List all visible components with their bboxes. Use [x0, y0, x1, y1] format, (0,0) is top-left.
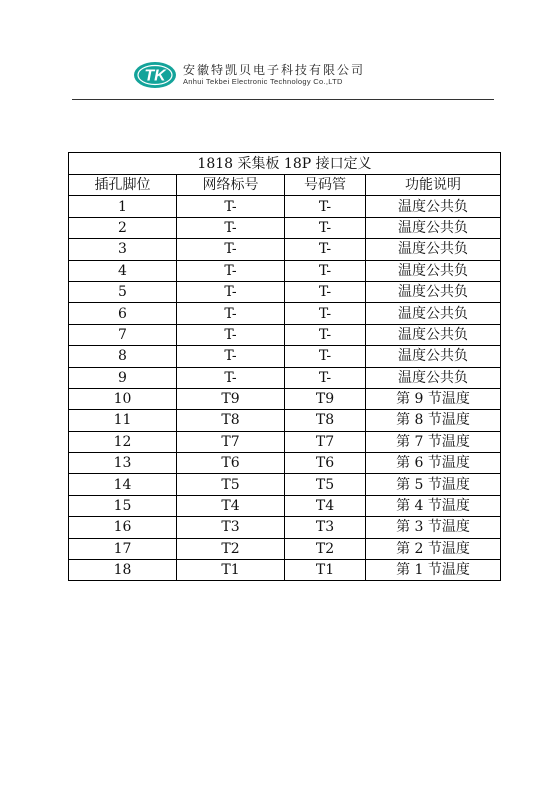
column-header-tube-number: 号码管 [285, 175, 366, 196]
cell-pin: 18 [69, 560, 177, 581]
table-row [69, 431, 501, 452]
cell-tube-number: T7 [285, 431, 366, 452]
cell-tube-number: T9 [285, 388, 366, 409]
cell-net-label: T- [177, 346, 285, 367]
cell-tube-number: T- [285, 324, 366, 345]
table-row [69, 474, 501, 495]
cell-function: 温度公共负 [366, 239, 501, 260]
table-row [69, 517, 501, 538]
cell-net-label: T- [177, 303, 285, 324]
table-row [69, 346, 501, 367]
cell-function: 温度公共负 [366, 260, 501, 281]
cell-net-label: T7 [177, 431, 285, 452]
table-row [69, 410, 501, 431]
cell-net-label: T- [177, 367, 285, 388]
cell-pin: 9 [69, 367, 177, 388]
cell-function: 第 4 节温度 [366, 495, 501, 516]
cell-pin: 4 [69, 260, 177, 281]
cell-tube-number: T- [285, 303, 366, 324]
cell-pin: 17 [69, 538, 177, 559]
cell-function: 第 1 节温度 [366, 560, 501, 581]
cell-pin: 5 [69, 281, 177, 302]
cell-net-label: T1 [177, 560, 285, 581]
header-divider [72, 99, 494, 100]
table-row [69, 239, 501, 260]
cell-tube-number: T6 [285, 453, 366, 474]
cell-net-label: T2 [177, 538, 285, 559]
table-row [69, 260, 501, 281]
column-header-pin: 插孔脚位 [69, 175, 177, 196]
cell-pin: 10 [69, 388, 177, 409]
cell-pin: 16 [69, 517, 177, 538]
table-header-row [69, 175, 501, 196]
cell-pin: 11 [69, 410, 177, 431]
cell-pin: 2 [69, 217, 177, 238]
table-row [69, 538, 501, 559]
cell-function: 第 3 节温度 [366, 517, 501, 538]
table-row [69, 367, 501, 388]
cell-tube-number: T- [285, 196, 366, 217]
table-row [69, 281, 501, 302]
cell-pin: 13 [69, 453, 177, 474]
table-row [69, 495, 501, 516]
table-row [69, 303, 501, 324]
cell-net-label: T- [177, 324, 285, 345]
cell-net-label: T- [177, 281, 285, 302]
cell-net-label: T6 [177, 453, 285, 474]
cell-tube-number: T5 [285, 474, 366, 495]
column-header-net-label: 网络标号 [177, 175, 285, 196]
table-row [69, 453, 501, 474]
cell-function: 第 5 节温度 [366, 474, 501, 495]
cell-tube-number: T2 [285, 538, 366, 559]
cell-function: 温度公共负 [366, 346, 501, 367]
svg-text:TK: TK [144, 67, 166, 85]
cell-net-label: T- [177, 196, 285, 217]
company-name-en: Anhui Tekbei Electronic Technology Co.,LTD [183, 77, 343, 86]
table-row [69, 217, 501, 238]
table-row [69, 388, 501, 409]
cell-function: 温度公共负 [366, 196, 501, 217]
cell-net-label: T4 [177, 495, 285, 516]
cell-function: 温度公共负 [366, 281, 501, 302]
cell-pin: 15 [69, 495, 177, 516]
cell-tube-number: T- [285, 260, 366, 281]
cell-net-label: T3 [177, 517, 285, 538]
table-title-row [69, 153, 501, 175]
cell-function: 第 7 节温度 [366, 431, 501, 452]
cell-net-label: T- [177, 217, 285, 238]
cell-pin: 1 [69, 196, 177, 217]
cell-tube-number: T4 [285, 495, 366, 516]
cell-pin: 14 [69, 474, 177, 495]
cell-function: 温度公共负 [366, 324, 501, 345]
cell-tube-number: T- [285, 281, 366, 302]
interface-definition-table [68, 152, 501, 581]
cell-tube-number: T- [285, 239, 366, 260]
cell-function: 第 8 节温度 [366, 410, 501, 431]
cell-net-label: T9 [177, 388, 285, 409]
cell-pin: 12 [69, 431, 177, 452]
column-header-function: 功能说明 [366, 175, 501, 196]
cell-function: 温度公共负 [366, 367, 501, 388]
table-body [69, 196, 501, 581]
table-row [69, 560, 501, 581]
cell-tube-number: T3 [285, 517, 366, 538]
table-row [69, 324, 501, 345]
document-header [133, 58, 433, 92]
cell-tube-number: T- [285, 367, 366, 388]
cell-function: 温度公共负 [366, 217, 501, 238]
cell-pin: 8 [69, 346, 177, 367]
company-name-cn: 安徽特凯贝电子科技有限公司 [183, 63, 366, 77]
cell-net-label: T- [177, 260, 285, 281]
cell-net-label: T5 [177, 474, 285, 495]
cell-pin: 7 [69, 324, 177, 345]
cell-tube-number: T1 [285, 560, 366, 581]
company-name-block [183, 63, 365, 87]
cell-tube-number: T- [285, 346, 366, 367]
table-row [69, 196, 501, 217]
cell-pin: 6 [69, 303, 177, 324]
table-title: 1818 采集板 18P 接口定义 [69, 153, 501, 175]
cell-pin: 3 [69, 239, 177, 260]
cell-net-label: T8 [177, 410, 285, 431]
cell-function: 温度公共负 [366, 303, 501, 324]
cell-tube-number: T- [285, 217, 366, 238]
cell-function: 第 6 节温度 [366, 453, 501, 474]
cell-function: 第 2 节温度 [366, 538, 501, 559]
cell-function: 第 9 节温度 [366, 388, 501, 409]
cell-net-label: T- [177, 239, 285, 260]
company-logo-icon [133, 60, 177, 90]
cell-tube-number: T8 [285, 410, 366, 431]
